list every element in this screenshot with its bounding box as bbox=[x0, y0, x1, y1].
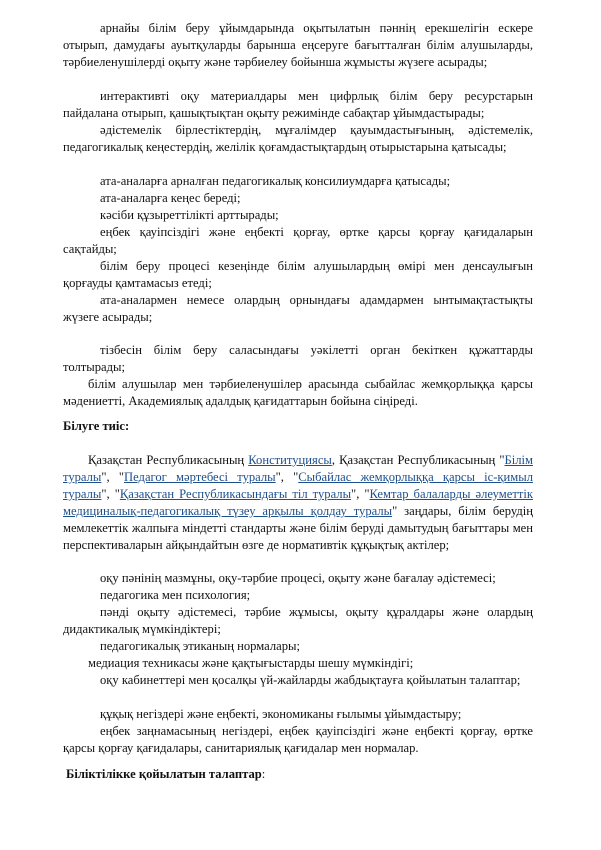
laws-paragraph: Қазақстан Республикасының Конституциясы, Қазақстан Республикасының "Білім туралы", "Педагог мәртебесі туралы", "Сыбайлас жемқорлыққа қарсы іс-қимыл туралы", "Қазақстан Республикасындағы тіл туралы", "Кемтар балаларды әлеуметтік медициналық-педагогикалық түзеу арқылы қолдау туралы" заңдары, білім берудің мемлекеттік жалпыға міндетті стандарты және білім беруді дамытудың бағыттары мен перспективаларын айқындайтын өзге де нормативтік құқықтық актілер; bbox=[63, 453, 533, 552]
duty-item: ата-аналарға арналған педагогикалық консилиумдарға қатысады; bbox=[100, 174, 451, 188]
disabled-children-law-link[interactable]: Кемтар балаларды әлеуметтік медициналық-педагогикалық түзеу арқылы қолдау туралы bbox=[63, 486, 533, 518]
duty-item: арнайы білім беру ұйымдарында оқытылатын пәннің ерекшелігін ескере отырып, дамудағы ауытқуларды барынша еңсеруге бағытталған білім алушыларды, тәрбиеленушілерді оқыту және тәрбиелеу бойынша жұмысты жүзеге асырады; bbox=[63, 21, 533, 69]
duty-item: интерактивті оқу материалдары мен цифрлық білім беру ресурстарын пайдалана отырып, қашықтықтан оқыту режимінде сабақтар ұйымдастырады; bbox=[63, 89, 533, 120]
languages-law-link[interactable]: Қазақстан Республикасындағы тіл туралы bbox=[119, 486, 352, 501]
education-law-link[interactable]: Білім туралы bbox=[63, 453, 533, 484]
constitution-link[interactable]: Конституциясы bbox=[248, 453, 332, 467]
anticorruption-law-link[interactable]: Сыбайлас жемқорлыққа қарсы іс-қимыл туралы bbox=[63, 469, 533, 501]
knowledge-item: педагогика мен психология; bbox=[100, 588, 251, 602]
knowledge-item: құқық негіздері және еңбекті, экономиканы ғылымы ұйымдастыру; bbox=[100, 707, 462, 721]
knowledge-item: пәнді оқыту әдістемесі, тәрбие жұмысы, оқыту құралдары және олардың дидактикалық мүмкіндіктері; bbox=[63, 605, 533, 636]
duty-item: білім алушылар мен тәрбиеленушілер арасында сыбайлас жемқорлыққа қарсы мәдениетті, Академиялық адалдық қағидаттарын бойына сіңіреді. bbox=[63, 377, 533, 408]
duty-item: әдістемелік бірлестіктердің, мұғалімдер қауымдастығының, әдістемелік, педагогикалық кеңестердің, желілік қоғамдастықтардың отырыстарына қатысады; bbox=[63, 123, 533, 154]
knowledge-item: медиация техникасы және қақтығыстарды шешу мүмкіндігі; bbox=[88, 656, 414, 670]
duty-item: кәсіби құзыреттілікті арттырады; bbox=[100, 208, 279, 222]
duty-item: тізбесін білім беру саласындағы уәкілетті орган бекіткен құжаттарды толтырады; bbox=[63, 343, 533, 374]
duty-item: ата-аналармен немесе олардың орнындағы адамдармен ынтымақтастықты жүзеге асырады; bbox=[63, 293, 533, 324]
duty-item: білім беру процесі кезеңінде білім алушылардың өмірі мен денсаулығын қорғауды қамтамасыз етеді; bbox=[63, 259, 533, 290]
knowledge-item: оқу пәнінің мазмұны, оқу-тәрбие процесі, оқыту және бағалау әдістемесі; bbox=[100, 571, 496, 585]
knowledge-item: педагогикалық этиканың нормалары; bbox=[100, 639, 300, 653]
duty-item: еңбек қауіпсіздігі және еңбекті қорғау, өртке қарсы қорғау қағидаларын сақтайды; bbox=[63, 225, 533, 256]
duty-item: ата-аналарға кеңес береді; bbox=[100, 191, 241, 205]
knowledge-item: еңбек заңнамасының негіздері, еңбек қауіпсіздігі және еңбекті қорғау, өртке қарсы қорғау қағидалары, санитариялық қағидалар мен нормалар. bbox=[63, 724, 533, 755]
knowledge-item: оқу кабинеттері мен қосалқы үй-жайларды жабдықтауға қойылатын талаптар; bbox=[100, 673, 521, 687]
teacher-status-law-link[interactable]: Педагог мәртебесі туралы bbox=[124, 469, 276, 484]
section-title-qualification: Біліктілікке қойылатын талаптар: bbox=[66, 767, 266, 781]
section-title-must-know: Білуге тиіс: bbox=[63, 419, 130, 433]
